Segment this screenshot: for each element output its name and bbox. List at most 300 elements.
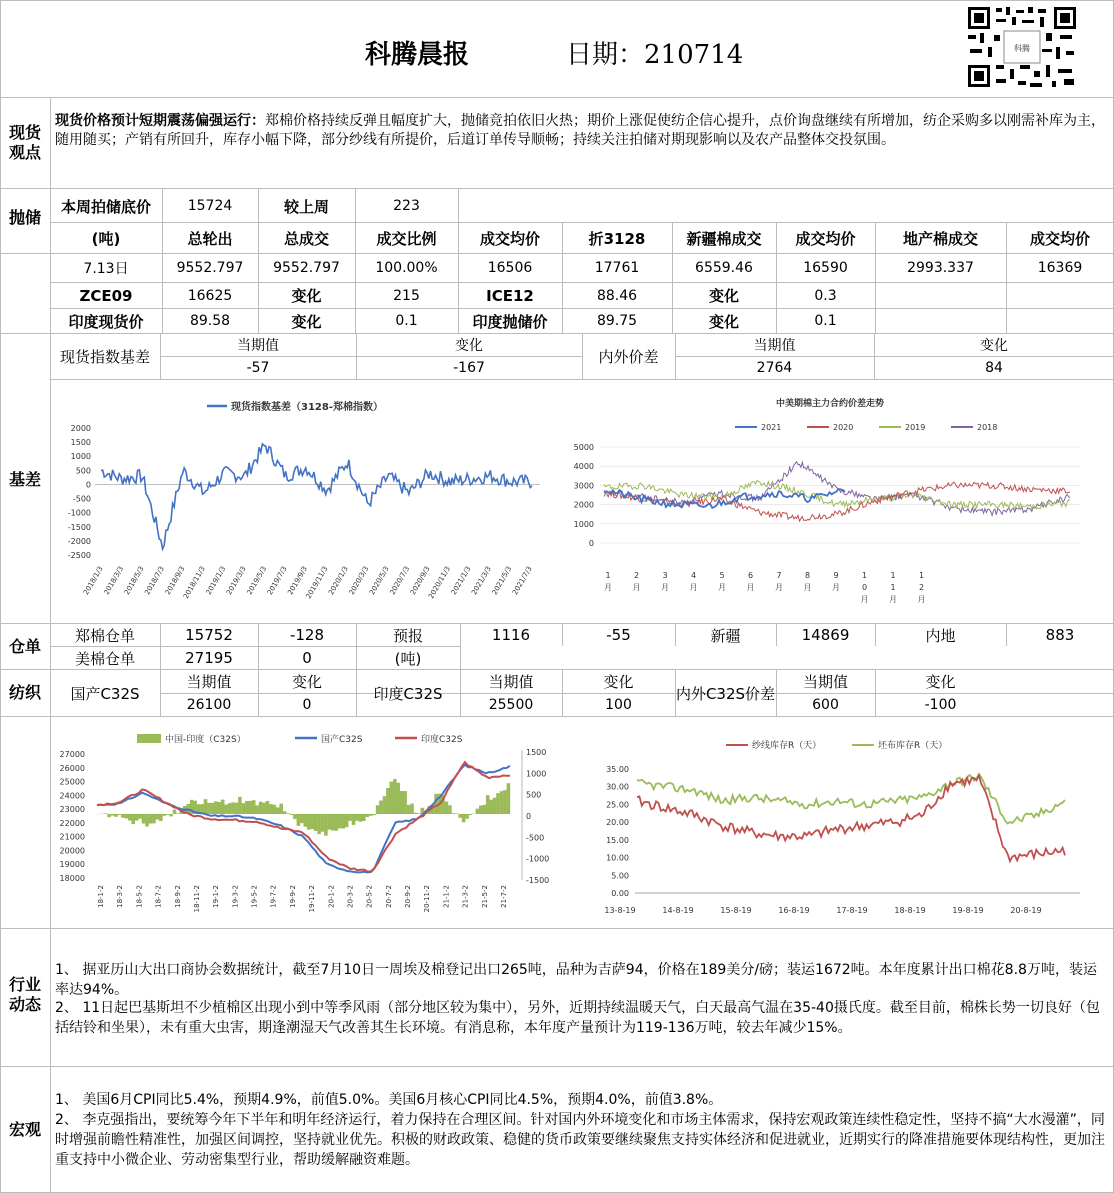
textile-value: 0 [302,697,312,713]
futures-cell: 89.58 [189,313,231,329]
textile-header: 变化 [603,673,634,691]
series-2018 [604,462,1070,516]
x-tick-label: 16-8-19 [778,906,810,915]
macro-item-2: 2、 李克强指出，要统筹今年下半年和明年经济运行，着力保持在合理区间。针对国内外环境变化和市场主体需求，保持宏观政策连续性稳定性，坚持不搞“大水漫灌”，同时增强前瞻性精准性，加强区间调控，坚持就业优先。积极的财政政策、稳健的货币政策要继续聚焦支持实体经济和促进就业，近期实行的降准措施要体现结构性，更加注重支持中小微企业、劳动密集型行业，帮助缓解融资难题。 [55,1112,1105,1168]
x-tick-label: 19-5-2 [250,885,259,908]
x-tick-label: 19-11-2 [308,885,317,913]
y-tick-label: 24000 [59,791,85,801]
section-label-textile: 纺织 [8,683,41,702]
x-tick-label: 19-8-19 [952,906,984,915]
y-tick-label: 5000 [573,443,594,452]
x-tick-label: 21-5-2 [480,885,489,908]
y-tick-label: 15.00 [606,835,629,845]
x-tick-label: 19-7-2 [269,885,278,908]
diff-bar [145,814,149,827]
futures-cell: 0.1 [814,313,837,329]
section-label-view: 现货 观点 [8,122,41,162]
divider [0,928,1114,929]
x-tick-label: 2018/5/3 [122,565,146,597]
warehouse-cell: 14869 [801,626,850,644]
x-tick-label: 2018/9/3 [163,565,187,597]
diff-bar [235,803,239,814]
x-tick-label: 2018/7/3 [143,565,167,597]
y2-tick-label: 1000 [526,769,547,779]
diff-bar [317,814,321,834]
basis-cur-value: -57 [246,360,270,376]
warehouse-cell: -55 [606,626,631,644]
x-tick-label: 月 [889,595,897,604]
auction-change-label: 较上周 [283,197,329,216]
textile-value: 25500 [488,697,534,713]
x-tick-label: 18-11-2 [192,885,201,913]
basis-series-line [101,444,532,549]
futures-cell: ICE12 [486,286,534,305]
warehouse-cell: 1116 [491,626,531,644]
diff-bar [248,801,252,814]
futures-cell: 变化 [291,312,322,331]
diff-bar [324,814,328,836]
y2-tick-label: -1500 [526,876,550,885]
y2-tick-label: 500 [526,790,542,800]
auction-cell: 6559.46 [695,260,753,276]
x-tick-label: 2019/9/3 [286,565,310,597]
x-tick-label: 2 [918,583,925,592]
auction-cell: 9552.797 [176,260,244,276]
series-yarn-stock [637,776,1065,862]
view-headline: 现货价格预计短期震荡偏强运行： [55,113,265,129]
x-tick-label: 月 [604,583,612,592]
series-2021 [604,489,845,508]
futures-cell: 88.46 [596,287,638,304]
futures-cell: 印度抛储价 [472,312,548,331]
y-tick-label: 4000 [573,462,594,472]
diff-bar [300,814,304,823]
basis-index-label: 现货指数基差 [59,348,150,366]
y2-tick-label: -500 [526,833,545,843]
x-tick-label: 21-1-2 [442,885,451,908]
diff-bar [131,814,135,824]
x-tick-label: 月 [917,595,926,604]
diff-bar [403,791,407,814]
y-tick-label: -1000 [67,508,91,518]
y-tick-label: 1000 [573,519,594,529]
diff-bar [352,814,356,825]
diff-bar [286,813,290,814]
x-tick-label: 2021/1/3 [449,565,473,597]
x-tick-label: 2021/7/3 [511,565,534,597]
x-tick-label: 2019/5/3 [245,565,269,597]
diff-bar [393,779,397,814]
x-tick-label: 2020/7/3 [388,565,412,597]
legend-label: 坯布库存R（天） [878,741,948,751]
basis-chg-value: -167 [453,360,485,376]
futures-cell: 变化 [708,312,739,331]
y-tick-label: 20.00 [606,818,629,828]
textile-label-spread: 内外C32S价差 [675,684,776,703]
diff-bar [211,803,215,814]
auction-cell: 16369 [1037,260,1083,276]
futures-cell: ZCE09 [79,286,133,305]
spread-chg-value: 84 [985,360,1003,376]
y-tick-label: 30.00 [606,782,629,792]
y2-tick-label: 0 [526,812,532,821]
x-tick-label: 2020/11/3 [427,565,453,601]
series-cloth-stock [637,774,1065,824]
report-title: 科腾晨报 [365,40,470,70]
futures-cell: 215 [393,287,420,304]
y-tick-label: 20000 [59,846,85,856]
y-tick-label: 1500 [70,438,91,448]
futures-cell: 0.1 [395,313,418,329]
auction-col-header: 成交均价 [795,229,856,248]
diff-bar [345,814,349,827]
x-tick-label: 月 [803,583,812,592]
section-label-industry: 行业 动态 [8,975,41,1014]
industry-item-2: 2、 11日起巴基斯坦不少植棉区出现小到中等季风雨（部分地区较为集中），另外，近期持续温暖天气，白天最高气温在35-40摄氏度。截至目前，棉株长势一切良好（包括结铃和坐果），未有重大虫害，期逢潮湿天气改善其生长环境。有消息称，本年度产量预计为119-136万吨，较去年减少15%。 [55,1000,1100,1036]
diff-bar [452,813,456,814]
x-tick-label: 2018/11/3 [181,565,207,601]
diff-bar [121,814,125,818]
diff-bar [207,803,211,814]
auction-floor-label: 本周拍储底价 [60,197,151,216]
divider [0,1066,1114,1067]
textile-header: 变化 [291,673,322,691]
y-tick-label: -500 [72,494,91,504]
basis-chart [55,390,550,620]
futures-cell: 变化 [708,287,739,305]
legend-label: 中国-印度（C32S） [165,735,246,745]
diff-bar [372,814,376,815]
chart-title: 中美期棉主力合约价差走势 [775,399,885,409]
x-tick-label: 2 [633,571,640,580]
diff-bar [169,814,173,816]
diff-bar [304,814,308,827]
x-tick-label: 20-1-2 [327,885,336,908]
diff-bar [390,782,394,814]
view-body: 郑棉价格持续反弹且幅度扩大，抛储竞拍依旧火热；期价上涨促使纺企信心提升，点价询盘继续有所增加，纺企采购多以刚需补库为主，随用随买；产销有所回升，库存小幅下降，部分纱线有所提价，后道订单传导顺畅；持续关注拍储对期现影响以及农产品整体交投氛围。 [55,113,1105,148]
x-tick-label: 6 [747,571,754,580]
diff-bar [489,800,493,814]
x-tick-label: 月 [689,583,698,592]
diff-bar [297,814,301,826]
x-tick-label: 18-8-19 [894,906,926,915]
diff-bar [255,805,259,814]
diff-bar [476,809,480,814]
diff-bar [455,813,459,814]
diff-bar [176,813,180,814]
auction-col-header: (吨) [91,229,121,248]
x-tick-label: 1 [918,571,925,580]
y-tick-label: 0 [588,539,594,548]
y2-tick-label: -1000 [526,854,550,864]
diff-bar [359,814,363,822]
spread-cur-header: 当期值 [753,338,796,354]
diff-bar [204,799,208,814]
auction-cell: 7.13日 [83,261,129,277]
auction-col-header: 总成交 [283,229,329,248]
auction-col-header: 成交均价 [1029,229,1090,248]
textile-value: -100 [924,697,957,713]
x-tick-label: 14-8-19 [662,906,694,915]
textile-label-india: 印度C32S [373,684,443,703]
auction-cell: 100.00% [375,260,438,276]
diff-bar [386,788,390,814]
x-tick-label: 月 [832,583,840,592]
y-tick-label: -2500 [67,551,91,560]
x-tick-label: 2018/3/3 [102,565,126,597]
warehouse-cell: -128 [289,626,325,644]
x-tick-label: 15-8-19 [720,906,752,915]
x-tick-label: 2021/5/3 [490,565,514,597]
warehouse-cell: 15752 [185,626,233,644]
x-tick-label: 18-3-2 [116,885,125,908]
warehouse-cell: (吨) [394,649,422,668]
diff-bar [434,794,438,814]
diff-bar [269,804,273,814]
diff-bar [135,814,139,821]
report-date: 日期：210714 [566,40,744,70]
auction-cell: 2993.337 [907,260,974,276]
diff-bar [465,814,469,819]
x-tick-label: 21-3-2 [461,885,470,908]
x-tick-label: 18-5-2 [135,885,144,908]
y-tick-label: 2000 [573,500,594,510]
diff-bar [276,807,280,814]
y-tick-label: 21000 [59,832,85,842]
futures-cell: 0.3 [814,287,837,304]
auction-col-header: 成交比例 [376,229,437,248]
x-tick-label: 19-3-2 [231,885,240,908]
x-tick-label: 1 [861,571,868,580]
x-tick-label: 18-7-2 [154,885,163,908]
diff-bar [118,814,122,815]
y-tick-label: 500 [75,466,91,476]
diff-bar [273,805,277,814]
legend-label: 2019 [905,423,926,432]
diff-bar [496,793,500,814]
diff-bar [396,783,400,814]
diff-bar [262,803,266,814]
diff-bar [162,814,166,816]
x-tick-label: 18-9-2 [173,885,182,908]
x-tick-label: 13-8-19 [604,906,636,915]
diff-bar [128,814,132,821]
diff-bar [156,814,160,820]
x-tick-label: 月 [718,583,726,592]
view-paragraph [55,112,1109,150]
diff-bar [469,814,473,815]
diff-bar [142,814,146,824]
textile-value: 600 [812,697,839,713]
diff-bar [448,805,452,814]
warehouse-cell: 883 [1045,626,1075,644]
diff-bar [114,814,118,817]
y-tick-label: 22000 [59,818,85,828]
x-tick-label: 2020/1/3 [327,565,350,597]
diff-bar [507,783,511,814]
textile-value: 100 [605,697,632,713]
x-tick-label: 月 [775,583,783,592]
diff-bar [293,814,297,819]
warehouse-cell: 郑棉仓单 [74,626,135,645]
x-tick-label: 2021/3/3 [470,565,493,597]
diff-bar [214,801,218,814]
x-tick-label: 19-9-2 [288,885,297,908]
x-tick-label: 2020/3/3 [347,565,371,597]
x-tick-label: 8 [804,571,811,580]
x-tick-label: 2019/3/3 [225,565,248,597]
x-tick-label: 20-7-2 [384,885,393,908]
diff-bar [107,814,111,817]
diff-bar [125,814,129,818]
divider [0,97,1114,98]
diff-bar [266,801,270,814]
diff-bar [231,802,235,814]
x-tick-label: 2018/1/3 [82,565,105,597]
divider [50,379,1114,380]
y-tick-label: 1000 [70,452,91,462]
diff-bar [224,805,228,814]
warehouse-cell: 美棉仓单 [74,649,135,668]
auction-col-header: 新疆棉成交 [686,229,762,248]
diff-bar [486,795,490,814]
diff-bar [245,801,249,814]
x-tick-label: 2019/7/3 [265,565,289,597]
auction-floor-value: 15724 [187,198,233,214]
warehouse-cell: 预报 [392,626,423,645]
diff-bar [458,814,462,818]
basis-cur-header: 当期值 [237,338,279,354]
x-tick-label: 20-8-19 [1010,906,1042,915]
y-tick-label: 23000 [59,805,85,815]
inventory-chart [590,725,1100,925]
diff-bar [283,811,287,814]
diff-bar [218,802,222,814]
textile-label-domestic: 国产C32S [70,684,140,703]
spread-chg-header: 变化 [980,338,1008,354]
y-tick-label: 19000 [59,860,85,870]
x-tick-label: 19-1-2 [212,885,221,908]
y2-tick-label: 1500 [526,748,547,757]
diff-bar [307,814,311,830]
futures-cell: 印度现货价 [68,312,144,331]
warehouse-cell: 内地 [925,626,956,645]
diff-bar [238,797,242,814]
diff-bar [479,806,483,815]
diff-bar [400,791,404,814]
futures-cell: 89.75 [596,313,638,329]
diff-bar [252,800,256,814]
textile-header: 当期值 [186,673,232,691]
diff-bar [483,805,487,814]
auction-col-header: 地产棉成交 [902,229,978,248]
diff-bar [407,805,411,814]
section-label-auction: 抛储 [8,208,41,227]
x-tick-label: 1 [890,571,896,580]
diff-bar [111,814,115,816]
auction-change-value: 223 [393,198,420,214]
x-tick-label: 月 [860,595,869,604]
x-tick-label: 20-9-2 [404,885,413,908]
warehouse-cell: 27195 [185,649,233,667]
x-tick-label: 2020/9/3 [408,565,432,597]
textile-header: 当期值 [802,673,848,691]
diff-bar [503,790,507,814]
diff-bar [290,814,294,815]
y-tick-label: 0.00 [611,889,629,898]
diff-bar [221,800,225,814]
x-tick-label: 20-3-2 [346,885,355,908]
diff-bar [338,814,342,828]
diff-bar [166,814,170,815]
x-tick-label: 1 [890,583,896,592]
diff-bar [259,802,263,814]
y-tick-label: 18000 [59,874,85,883]
y-tick-label: 26000 [59,763,85,773]
diff-bar [362,814,366,821]
diff-bar [341,814,345,829]
yarn-price-chart [55,725,555,925]
diff-bar [138,814,142,819]
x-tick-label: 18-1-2 [97,885,105,908]
auction-col-header: 总轮出 [187,229,233,248]
diff-bar [104,813,108,814]
spread-label: 内外价差 [598,348,659,366]
diff-bar [328,814,332,830]
diff-bar [331,814,335,831]
diff-bar [355,814,359,821]
diff-bar [462,814,466,822]
diff-bar [500,791,504,814]
diff-bar [310,814,314,829]
diff-bar [159,814,163,821]
basis-chg-header: 变化 [455,338,483,354]
x-tick-label: 月 [632,583,641,592]
industry-item-1: 1、 据亚历山大出口商协会数据统计，截至7月10日一周埃及棉登记出口265吨，品种为吉萨94，价格在189美分/磅；装运1672吨。本年度累计出口棉花8.8万吨，装运率达94%。 [55,962,1097,998]
legend-label: 2018 [977,423,998,432]
diff-bar [335,814,339,831]
textile-value: 26100 [186,697,232,713]
legend-label: 2021 [761,423,782,432]
diff-bar [379,801,383,815]
textile-header: 变化 [925,673,956,691]
auction-cell: 9552.797 [273,260,340,276]
x-tick-label: 2019/1/3 [204,565,228,597]
y-tick-label: 0 [85,480,91,490]
legend-swatch [137,734,161,743]
section-label-macro: 宏观 [8,1120,41,1139]
macro-item-1: 1、 美国6月CPI同比5.4%，预期4.9%，前值5.0%。美国6月核心CPI同比4.5%，预期4.0%，前值3.8%。 [55,1092,723,1108]
x-tick-label: 5 [719,571,725,580]
diff-bar [376,805,380,814]
diff-bar [369,814,373,816]
auction-col-header: 成交均价 [479,229,540,248]
x-tick-label: 7 [776,571,782,580]
diff-bar [417,813,421,814]
x-tick-label: 3 [662,571,668,580]
auction-col-header: 折3128 [588,229,646,248]
legend-label: 纱线库存R（天） [752,741,822,751]
x-tick-label: 2020/5/3 [368,565,391,597]
y-tick-label: 3000 [573,481,594,491]
spread-chart [565,390,1105,620]
warehouse-cell: 0 [302,649,312,667]
y-tick-label: -2000 [67,536,91,546]
spread-cur-value: 2764 [756,360,793,376]
x-tick-label: 20-11-2 [423,885,432,913]
diff-bar [321,814,325,832]
x-tick-label: 4 [690,571,697,580]
